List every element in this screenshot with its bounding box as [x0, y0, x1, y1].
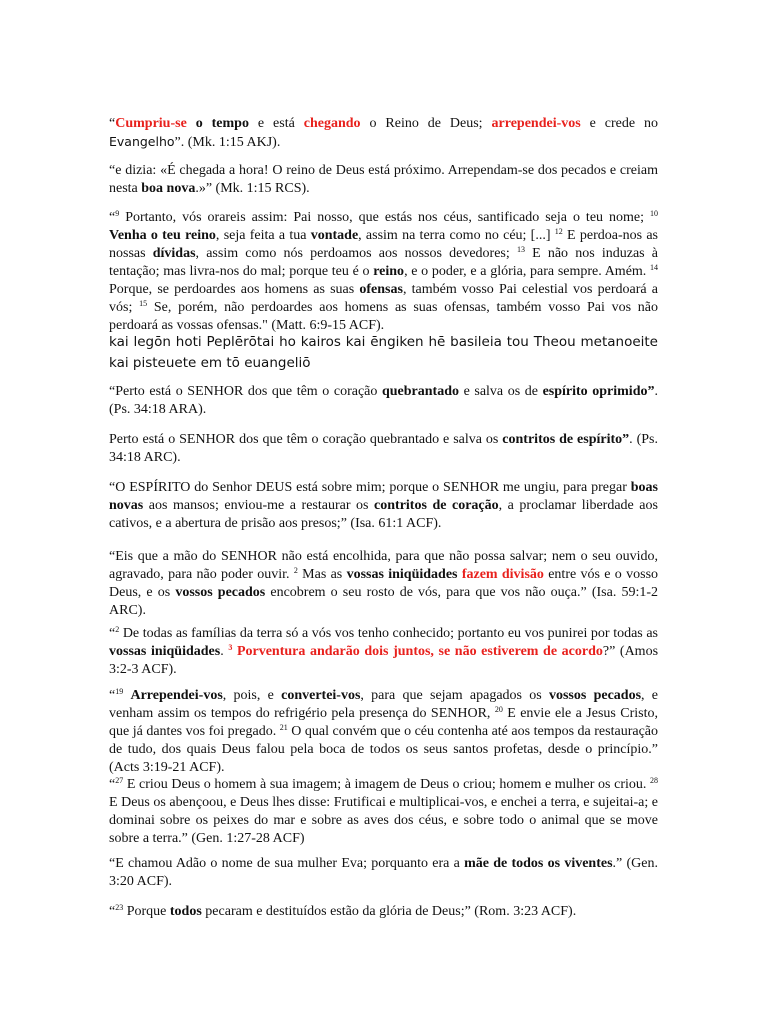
greek-transliteration: kai legōn hoti Peplērōtai ho kairos kai ēngiken hē basileia tou Theou metanoeite kai pisteuete em tō euangeliō [109, 334, 658, 371]
emphasis-bold: mãe de todos os viventes [464, 856, 613, 871]
verse-number: 15 [139, 299, 148, 308]
emphasis-red: arrependei-vos [491, 116, 581, 131]
verse-number: 9 [115, 209, 120, 218]
quote-romans-3-23: “$^{23}$ Porque todos pecaram e destituídos estão da glória de Deus;” (Rom. 3:23 ACF). [109, 903, 577, 919]
emphasis-bold: vossas iniqüidades [346, 567, 458, 582]
verse-number: 14 [650, 263, 658, 272]
verse-number: 21 [279, 723, 288, 732]
emphasis-bold: boa nova [141, 181, 196, 196]
verse-number: 3 [228, 643, 233, 652]
verse-number: 20 [494, 705, 503, 714]
emphasis-bold: contritos de espírito” [502, 432, 630, 447]
emphasis-bold: Venha o teu reino [109, 228, 216, 243]
emphasis-red: Porventura andarão dois juntos, se não estiverem de acordo [236, 644, 603, 659]
emphasis-bold: todos [169, 904, 202, 919]
emphasis-bold: convertei-vos [281, 688, 361, 703]
quote-mark-1-15-rcs: “e dizia: «É chegada a hora! O reino de Deus está próximo. Arrependam-se dos pecados e creiam nesta boa nova.»” (Mk. 1:15 RCS). [109, 163, 658, 196]
quote-isaiah-61-1: “O ESPÍRITO do Senhor DEUS está sobre mim; porque o SENHOR me ungiu, para pregar boas novas aos mansos; enviou-me a restaurar os contritos de coração, a proclamar liberdade aos cativos, e a abertura de prisão aos presos;” (Isa. 61:1 ACF). [109, 480, 658, 531]
verse-number: 2 [293, 566, 298, 575]
quote-acts-3-19-21: “$^{19}$ Arrependei-vos, pois, e convertei-vos, para que sejam apagados os vossos pecados, e venham assim os tempos do refrigério pela presença do SENHOR, $^{20}$ E envie ele a Jesus Cristo, que já dantes vos foi pregado. $^{21}$ O qual convém que o céu contenha até aos tempos da restauração de tudo, dos quais Deus falou pela boca de todos os seus santos profetas, desde o princípio.” (Acts 3:19-21 ACF). [109, 687, 659, 775]
emphasis-bold: Arrependei-vos [130, 688, 223, 703]
emphasis-bold: vossas iniqüidades [109, 644, 221, 659]
quote-psalm-34-18-arc: Perto está o SENHOR dos que têm o coração quebrantado e salva os contritos de espírito”. (Ps. 34:18 ARC). [109, 432, 658, 465]
emphasis-bold: dívidas [152, 246, 196, 261]
quote-psalm-34-18-ara: “Perto está o SENHOR dos que têm o coração quebrantado e salva os de espírito oprimido”. (Ps. 34:18 ARA). [109, 384, 658, 417]
quote-genesis-3-20: “E chamou Adão o nome de sua mulher Eva; porquanto era a mãe de todos os viventes.” (Gen. 3:20 ACF). [109, 856, 659, 889]
verse-number: 10 [650, 209, 658, 218]
emphasis-bold: espírito oprimido” [542, 384, 655, 399]
emphasis-bold: contritos de coração [374, 498, 499, 513]
emphasis-bold: o tempo [195, 116, 249, 131]
quote-matthew-6-9-15: “$^9$ Portanto, vós orareis assim: Pai nosso, que estás nos céus, santificado seja o teu nome; $^{10}$ Venha o teu reino, seja feita a tua vontade, assim na terra como no céu; [...] $^{12}$ E perdoa-nos as nossas dívidas, assim como nós perdoamos aos nossos devedores; $^{13}$ E não nos induzas à tentação; mas livra-nos do mal; porque teu é o reino, e o poder, e a glória, para sempre. Amém. $^{14}$ Porque, se perdoardes aos homens as suas ofensas, também vosso Pai celestial vos perdoará a vós; $^{15}$ Se, porém, não perdoardes aos homens as suas ofensas, também vosso Pai vos não perdoará as vossas ofensas." (Matt. 6:9-15 ACF). [109, 209, 658, 333]
verse-number: 28 [650, 776, 658, 785]
quote-mark-1-15-akj: “Cumpriu-se o tempo e está chegando o Reino de Deus; arrependei-vos e crede no Evangelho”. (Mk. 1:15 AKJ). [109, 116, 659, 150]
emphasis-bold: vossos pecados [175, 585, 266, 600]
verse-number: 13 [516, 245, 525, 254]
emphasis-bold: reino [373, 264, 405, 279]
verse-number: 2 [115, 625, 120, 634]
emphasis-bold: boas novas [109, 480, 658, 513]
emphasis-red: chegando [303, 116, 361, 131]
quote-amos-3-2-3: “$^2$ De todas as famílias da terra só a vós vos tenho conhecido; portanto eu vos punirei por todas as vossas iniqüidades. $^3$ Porventura andarão dois juntos, se não estiverem de acordo?” (Amos 3:2-3 ACF). [109, 625, 659, 677]
verse-number: 12 [554, 227, 563, 236]
quote-genesis-1-27-28: “$^{27}$ E criou Deus o homem à sua imagem; à imagem de Deus o criou; homem e mulher os criou. $^{28}$ E Deus os abençoou, e Deus lhes disse: Frutificai e multiplicai-vos, e enchei a terra, e sujeitai-a; e dominai sobre os peixes do mar e sobre as aves dos céus, e sobre todo o animal que se move sobre a terra.” (Gen. 1:27-28 ACF) [109, 776, 658, 846]
verse-number: 19 [115, 687, 124, 696]
emphasis-bold: quebrantado [381, 384, 459, 399]
emphasis-bold: ofensas [359, 282, 403, 297]
emphasis-bold: vontade [310, 228, 359, 243]
quote-isaiah-59-1-2: “Eis que a mão do SENHOR não está encolhida, para que não possa salvar; nem o seu ouvido, agravado, para não poder ouvir. $^2$ Mas as vossas iniqüidades fazem divisão entre vós e o vosso Deus, e os vossos pecados encobrem o seu rosto de vós, para que vos não ouça.” (Isa. 59:1-2 ARC). [109, 549, 659, 618]
verse-number: 27 [115, 776, 124, 785]
verse-number: 23 [115, 903, 124, 912]
sans-word: Evangelho [109, 134, 175, 149]
emphasis-red: Cumpriu-se [115, 116, 187, 131]
emphasis-bold: vossos pecados [548, 688, 642, 703]
emphasis-red: fazem divisão [461, 567, 544, 582]
